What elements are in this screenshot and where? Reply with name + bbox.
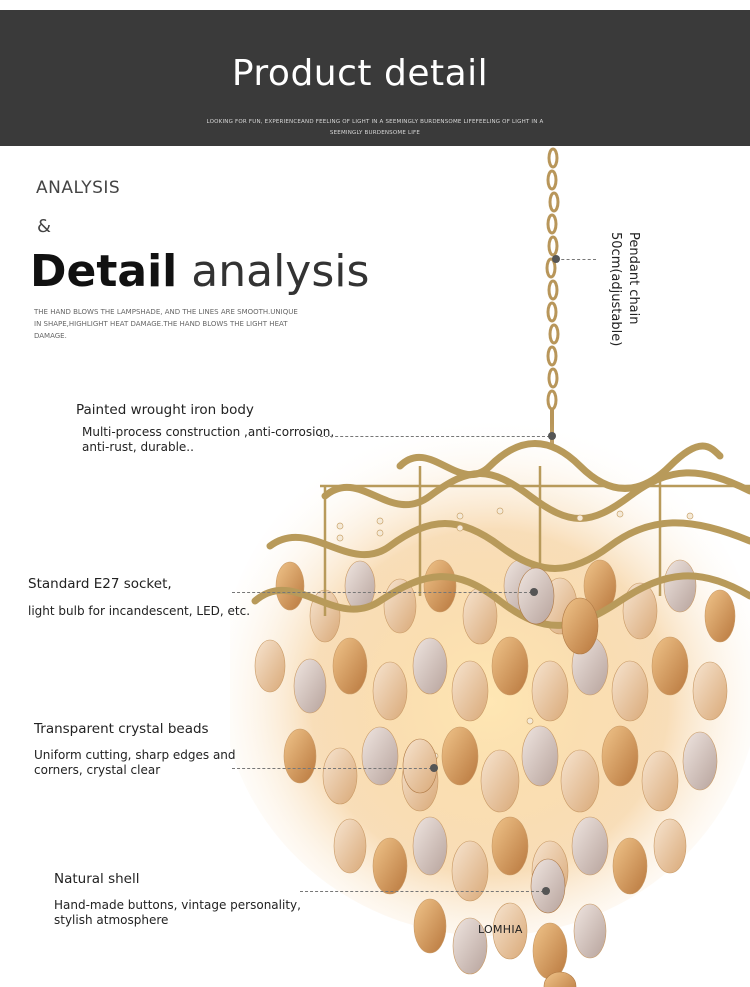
detail-word: Detail xyxy=(30,246,178,297)
pendant-chain-label xyxy=(596,232,642,352)
crystal-title: Transparent crystal beads xyxy=(34,721,209,737)
header-banner xyxy=(0,10,750,146)
analysis-word: analysis xyxy=(177,246,370,297)
crystal-leader-line xyxy=(232,768,432,769)
ampersand: & xyxy=(37,216,52,237)
iron-marker-dot xyxy=(548,432,556,440)
pendant-chain-title: Pendant chain xyxy=(626,232,641,325)
shell-marker-dot xyxy=(542,887,550,895)
page-title: Product detail xyxy=(231,53,489,94)
socket-title: Standard E27 socket, xyxy=(28,576,172,592)
chain-marker-dot xyxy=(552,255,560,263)
iron-body-desc: Multi-process construction ,anti-corrosion, anti-rust, durable.. xyxy=(82,425,335,454)
shell-leader-line xyxy=(300,891,544,892)
analysis-label: ANALYSIS xyxy=(36,178,121,198)
socket-marker-dot xyxy=(530,588,538,596)
socket-desc: light bulb for incandescent, LED, etc. xyxy=(28,604,251,618)
socket-leader-line xyxy=(232,592,532,593)
pendant-chain xyxy=(547,149,558,409)
iron-leader-line xyxy=(320,436,550,437)
chain-leader-line xyxy=(556,259,596,260)
chandelier-image xyxy=(230,146,750,987)
intro-text: THE HAND BLOWS THE LAMPSHADE, AND THE LINES ARE SMOOTH.UNIQUE IN SHAPE,HIGHLIGHT HEAT DAMAGE.THE HAND BLOWS THE LIGHT HEAT DAMAGE. xyxy=(34,308,298,340)
crystal-desc: Uniform cutting, sharp edges and corners, crystal clear xyxy=(34,748,236,777)
brand-watermark: LOMHIA xyxy=(478,923,523,936)
crystal-marker-dot xyxy=(430,764,438,772)
shell-title: Natural shell xyxy=(54,871,140,887)
pendant-chain-length: 50cm(adjustable) xyxy=(608,232,623,347)
iron-body-title: Painted wrought iron body xyxy=(76,402,254,418)
shell-desc: Hand-made buttons, vintage personality, stylish atmosphere xyxy=(54,898,301,927)
banner-subtitle: LOOKING FOR FUN, EXPERIENCEAND FEELING OF LIGHT IN A SEEMINGLY BURDENSOME LIFEFEELING OF LIGHT IN A SEEMINGLY BURDENSOME LIFE xyxy=(206,119,544,136)
